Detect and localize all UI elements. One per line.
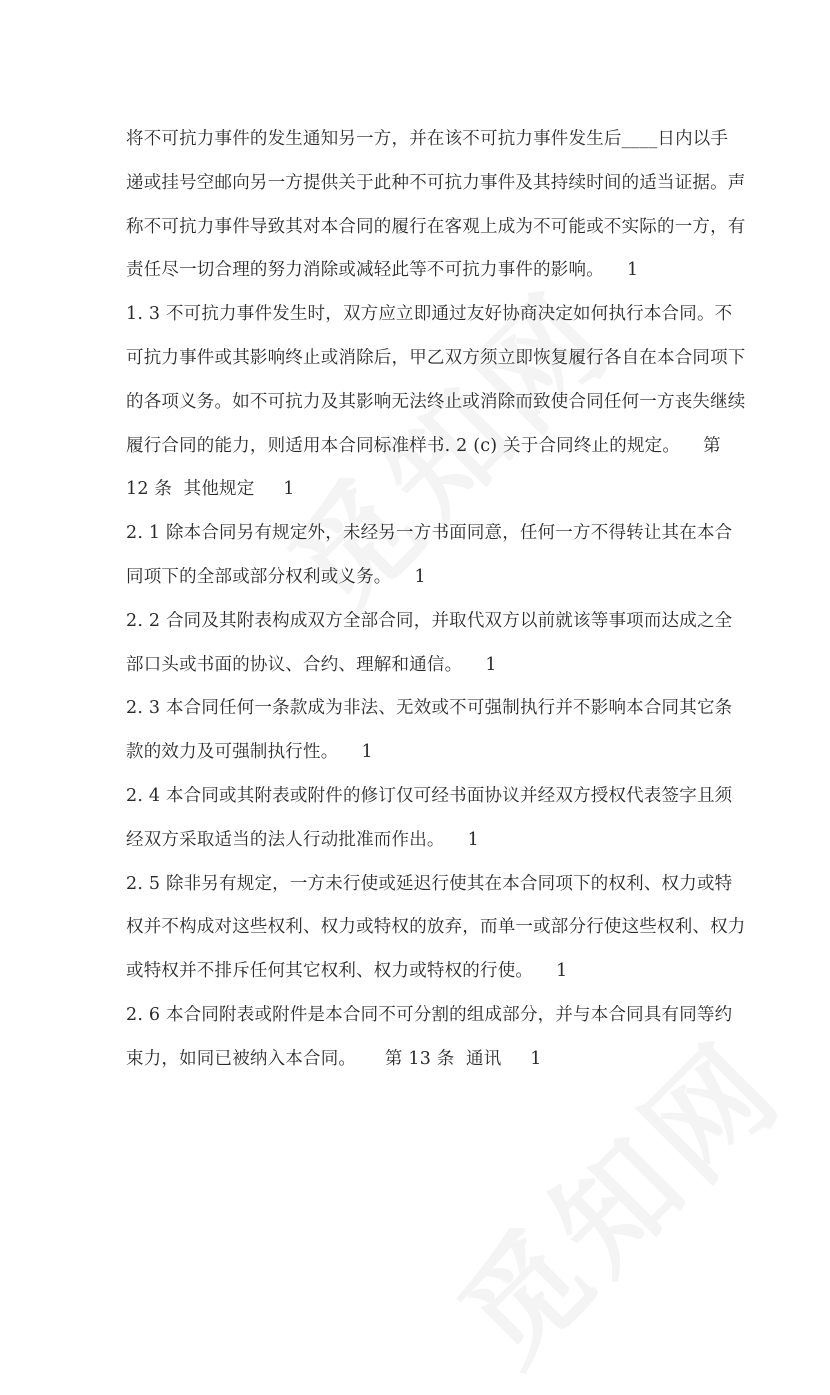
- text-line: 的各项义务。如不可抗力及其影响无法终止或消除而致使合同任何一方丧失继续: [126, 391, 746, 412]
- text-line: 递或挂号空邮向另一方提供关于此种不可抗力事件及其持续时间的适当证据。声: [126, 172, 746, 193]
- text-line: 款的效力及可强制执行性。 1: [126, 742, 373, 763]
- text-line: 经双方采取适当的法人行动批准而作出。 1: [126, 829, 479, 850]
- clause-2-3: 2. 3 本合同任何一条款成为非法、无效或不可强制执行并不影响本合同其它条: [126, 698, 733, 719]
- text-line: 责任尽一切合理的努力消除或减轻此等不可抗力事件的影响。 1: [126, 260, 639, 281]
- article-13-heading: 束力，如同已被纳入本合同。 第 13 条 通讯 1: [126, 1048, 542, 1069]
- text-line: 履行合同的能力，则适用本合同标准样书. 2 (c) 关于合同终止的规定。 第: [126, 435, 721, 456]
- text-line: 或特权并不排斥任何其它权利、权力或特权的行使。 1: [126, 961, 568, 982]
- text-line: 可抗力事件或其影响终止或消除后，甲乙双方须立即恢复履行各自在本合同项下: [126, 347, 746, 368]
- text-line: 称不可抗力事件导致其对本合同的履行在客观上成为不可能或不实际的一方，有: [126, 216, 746, 237]
- clause-2-2: 2. 2 合同及其附表构成双方全部合同，并取代双方以前就该等事项而达成之全: [126, 610, 733, 631]
- clause-1-3: 1. 3 不可抗力事件发生时，双方应立即通过友好协商决定如何执行本合同。不: [126, 304, 733, 325]
- clause-2-5: 2. 5 除非另有规定，一方未行使或延迟行使其在本合同项下的权利、权力或特: [126, 873, 733, 894]
- clause-2-1: 2. 1 除本合同另有规定外，未经另一方书面同意，任何一方不得转让其在本合: [126, 523, 733, 544]
- text-line: 权并不构成对这些权利、权力或特权的放弃，而单一或部分行使这些权利、权力: [126, 917, 746, 938]
- text-line: 将不可抗力事件的发生通知另一方，并在该不可抗力事件发生后____日内以手: [126, 129, 729, 149]
- clause-2-6: 2. 6 本合同附表或附件是本合同不可分割的组成部分，并与本合同具有同等约: [126, 1004, 733, 1025]
- text-line: 同项下的全部或部分权利或义务。 1: [126, 566, 426, 587]
- article-12-heading: 12 条 其他规定 1: [126, 479, 295, 500]
- text-line: 部口头或书面的协议、合约、理解和通信。 1: [126, 654, 497, 675]
- clause-2-4: 2. 4 本合同或其附表或附件的修订仅可经书面协议并经双方授权代表签字且须: [126, 785, 733, 806]
- document-body: [126, 118, 746, 1082]
